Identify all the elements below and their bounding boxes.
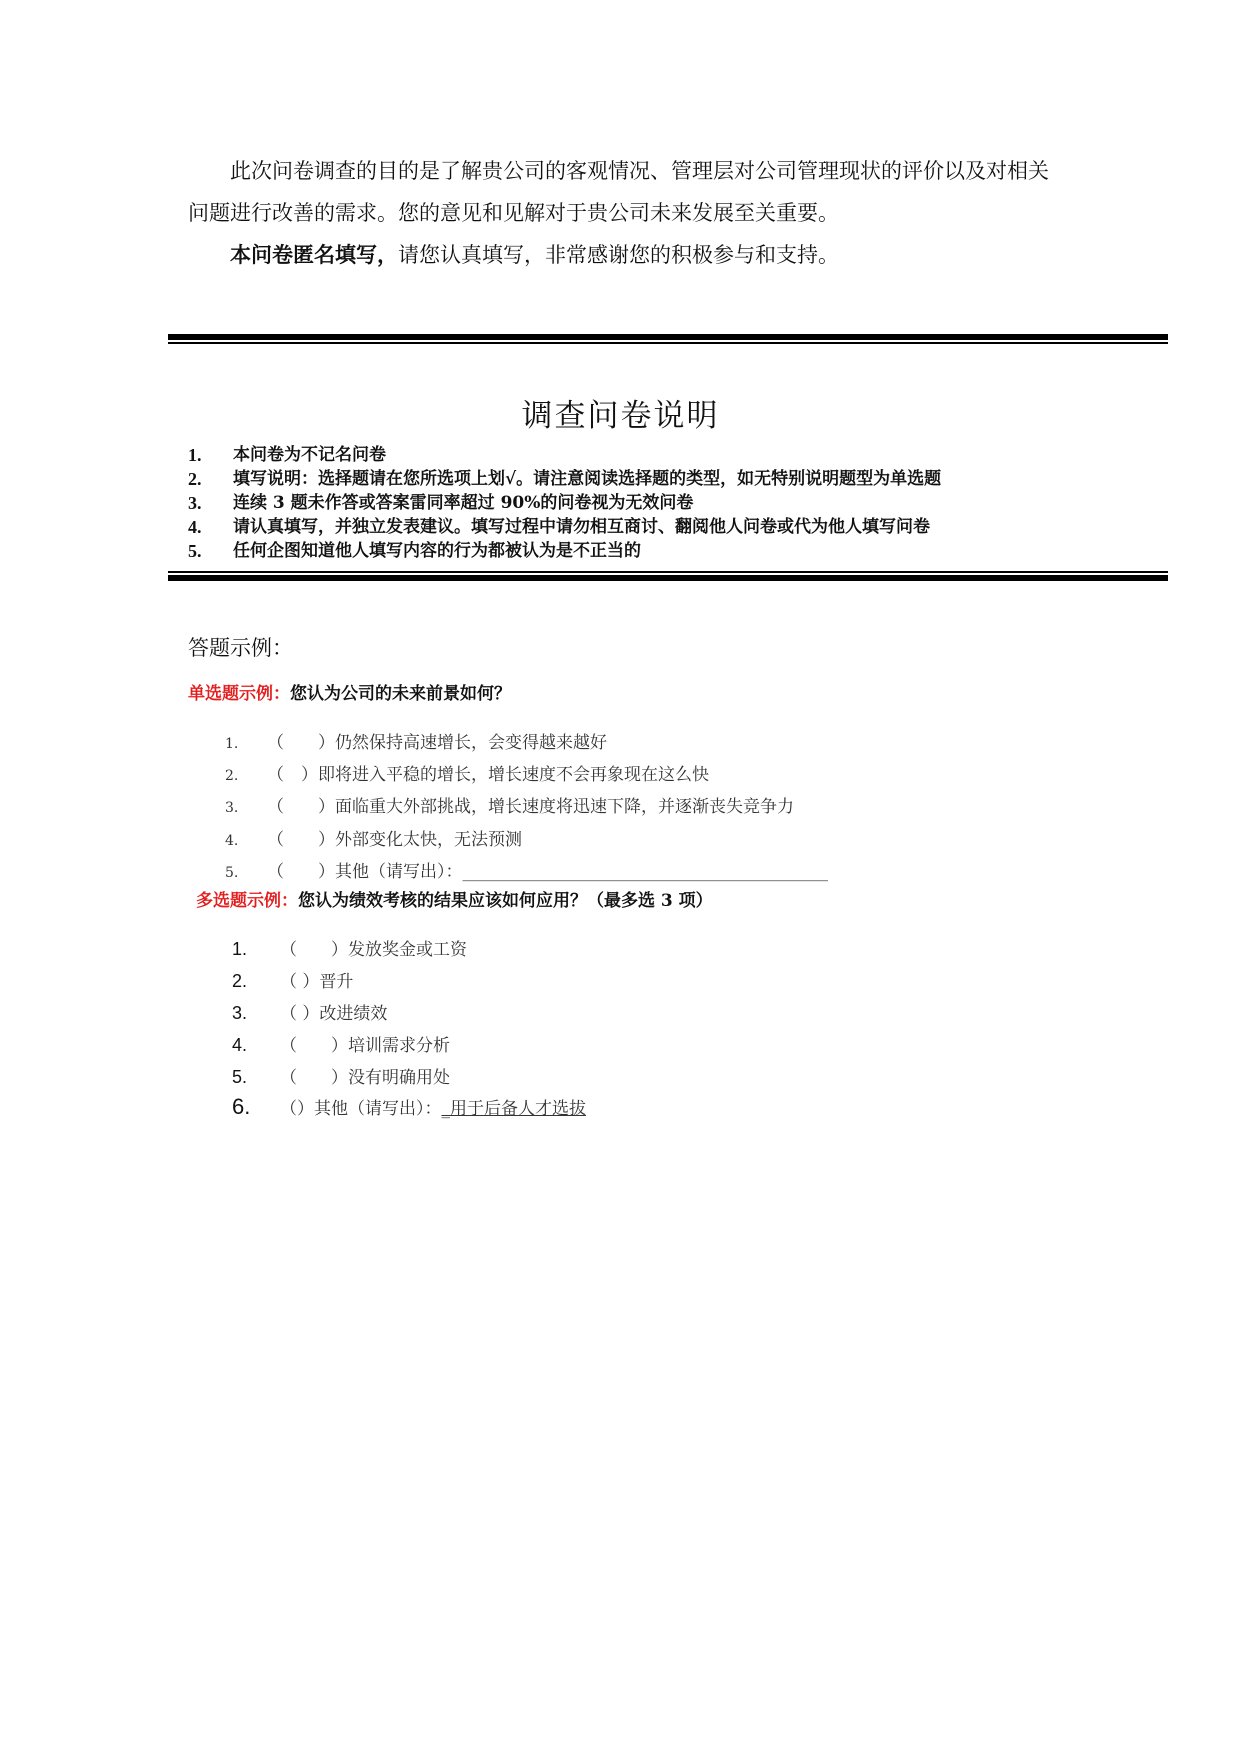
option-text: （ ）改进绩效 — [280, 1004, 388, 1024]
option-text: （ ）外部变化太快，无法预测 — [267, 830, 522, 850]
bottom-thin-rule — [168, 571, 1168, 573]
option-row[interactable] — [225, 857, 828, 882]
option-number: 3. — [232, 1003, 248, 1023]
option-text: （ ）培训需求分析 — [280, 1036, 450, 1056]
option-number: 4. — [232, 1035, 248, 1055]
instruction-text: 任何企图知道他人填写内容的行为都被认为是不正当的 — [233, 541, 641, 561]
instruction-text: 填写说明：选择题请在您所选项上划√。请注意阅读选择题的类型，如无特别说明题型为单选题 — [233, 469, 942, 489]
option-text: （ ）晋升 — [280, 972, 354, 992]
instruction-number: 1. — [188, 445, 202, 465]
option-text: （ ）没有明确用处 — [280, 1068, 450, 1088]
option-row[interactable] — [225, 792, 794, 817]
option-row-other[interactable] — [232, 1094, 586, 1120]
option-text: （ ）其他（请写出）：___________________________________________ — [267, 862, 828, 882]
instruction-text: 本问卷为不记名问卷 — [233, 445, 386, 465]
top-thick-rule — [168, 334, 1168, 340]
multi-choice-label: 多选题示例： — [196, 891, 298, 911]
anonymity-bold-text: 本问卷匿名填写， — [230, 242, 398, 267]
intro-paragraph: 此次问卷调查的目的是了解贵公司的客观情况、管理层对公司管理现状的评价以及对相关问题进行改善的需求。您的意见和见解对于贵公司未来发展至关重要。 — [188, 159, 1049, 225]
instruction-text: 连续 3 题未作答或答案雷同率超过 90%的问卷视为无效问卷 — [233, 493, 694, 513]
option-number: 2. — [225, 768, 239, 784]
instructions-list — [188, 443, 941, 563]
instruction-item — [188, 491, 941, 515]
single-choice-question-text: 您认为公司的未来前景如何？ — [290, 684, 511, 704]
page-title: 调查问卷说明 — [521, 398, 720, 434]
bottom-thick-rule — [168, 575, 1168, 581]
option-row[interactable] — [225, 760, 709, 785]
top-thin-rule — [168, 342, 1168, 344]
option-row[interactable] — [232, 967, 353, 992]
option-number: 5. — [225, 865, 239, 881]
option-row[interactable] — [225, 825, 522, 850]
multi-choice-question — [196, 886, 713, 911]
instruction-item — [188, 467, 941, 491]
option-number: 1. — [225, 736, 239, 752]
option-text: （ ）仍然保持高速增长，会变得越来越好 — [267, 733, 607, 753]
option-number: 1. — [232, 939, 248, 959]
single-choice-label: 单选题示例： — [188, 684, 290, 704]
example-heading: 答题示例： — [188, 637, 293, 660]
instruction-number: 2. — [188, 469, 202, 489]
option-number: 3. — [225, 800, 239, 816]
instruction-number: 5. — [188, 541, 202, 561]
option-number: 2. — [232, 971, 248, 991]
anonymity-rest-text: 请您认真填写，非常感谢您的积极参与和支持。 — [398, 243, 839, 267]
other-answer-field[interactable]: _用于后备人才选拔 — [441, 1099, 586, 1119]
instruction-text: 请认真填写，并独立发表建议。填写过程中请勿相互商讨、翻阅他人问卷或代为他人填写问卷 — [233, 517, 930, 537]
instruction-item — [188, 443, 941, 467]
option-text: （ ）发放奖金或工资 — [280, 940, 467, 960]
option-text: （）其他（请写出）： — [280, 1099, 442, 1119]
option-number: 6. — [232, 1094, 251, 1119]
instruction-number: 4. — [188, 517, 202, 537]
instruction-item — [188, 515, 941, 539]
option-text: （ ）即将进入平稳的增长，增长速度不会再象现在这么快 — [267, 765, 709, 785]
option-number: 5. — [232, 1067, 248, 1087]
intro-section — [188, 150, 1068, 276]
option-text: （ ）面临重大外部挑战，增长速度将迅速下降，并逐渐丧失竞争力 — [267, 797, 794, 817]
anonymity-paragraph — [188, 234, 1068, 276]
option-number: 4. — [225, 833, 239, 849]
single-choice-question — [188, 679, 511, 704]
instruction-number: 3. — [188, 493, 202, 513]
option-row[interactable] — [232, 1063, 450, 1088]
option-row[interactable] — [232, 999, 387, 1024]
option-row[interactable] — [225, 728, 607, 753]
multi-choice-question-text: 您认为绩效考核的结果应该如何应用？（最多选 3 项） — [298, 891, 713, 911]
option-row[interactable] — [232, 935, 467, 960]
option-row[interactable] — [232, 1031, 450, 1056]
instruction-item — [188, 539, 941, 563]
